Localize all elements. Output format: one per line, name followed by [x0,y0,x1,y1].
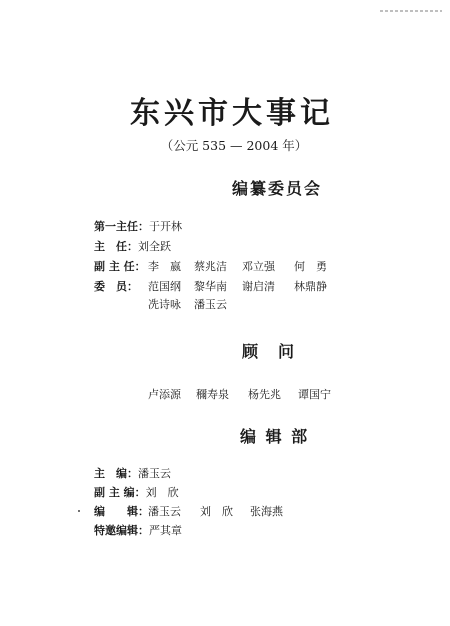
member-name: 林鼎静 [294,280,327,293]
special-editor-row [94,523,182,539]
member-name: 冼诗咏 [148,298,181,311]
deputy-editor-row [94,485,179,501]
page-subtitle: （公元 535 — 2004 年） [160,138,308,153]
editors-role: 编 辑： [94,505,149,518]
deputy-name: 何 勇 [294,260,327,273]
editor-name: 张海燕 [250,505,283,518]
advisor-name: 谭国宁 [298,388,331,401]
advisor-name: 杨先兆 [248,388,281,401]
deputy-director-role: 副 主 任： [94,260,146,273]
director-name: 刘全跃 [138,240,171,253]
scan-corner-mark [378,6,444,16]
page-title: 东兴市大事记 [130,96,334,131]
member-name: 潘玉云 [194,298,227,311]
chief-editor-row [94,466,171,482]
committee-heading: 编纂委员会 [232,179,323,198]
members-row [94,279,394,295]
chief-director-role: 第一主任： [94,220,149,233]
chief-editor-name: 潘玉云 [138,467,171,480]
chief-director-name: 于开林 [149,220,182,233]
editor-name: 潘玉云 [148,505,181,518]
deputy-editor-name: 刘 欣 [145,486,179,499]
chief-editor-role: 主 编： [94,467,138,480]
deputy-name: 邓立强 [242,260,275,273]
editorial-heading: 编 辑 部 [240,427,310,446]
chief-director-row [94,219,182,235]
deputy-editor-role: 副 主 编： [94,486,146,499]
advisors-heading: 顾 问 [242,342,297,361]
members-row-continued [94,297,394,313]
editor-name: 刘 欣 [200,505,233,518]
member-name: 谢启清 [242,280,275,293]
scan-speck [78,510,80,512]
special-editor-role: 特邀编辑： [94,524,149,537]
editors-row [94,504,354,520]
special-editor-name: 严其章 [149,524,182,537]
member-name: 黎华南 [194,280,227,293]
deputy-director-row [94,259,394,275]
member-name: 范国纲 [148,280,181,293]
director-role: 主 任： [94,240,138,253]
advisor-name: 卢添源 [148,388,181,401]
director-row [94,239,171,255]
deputy-name: 蔡兆洁 [194,260,227,273]
members-role: 委 员： [94,280,138,293]
advisor-name: 穪寿泉 [196,388,229,401]
deputy-name: 李 嬴 [148,260,181,273]
